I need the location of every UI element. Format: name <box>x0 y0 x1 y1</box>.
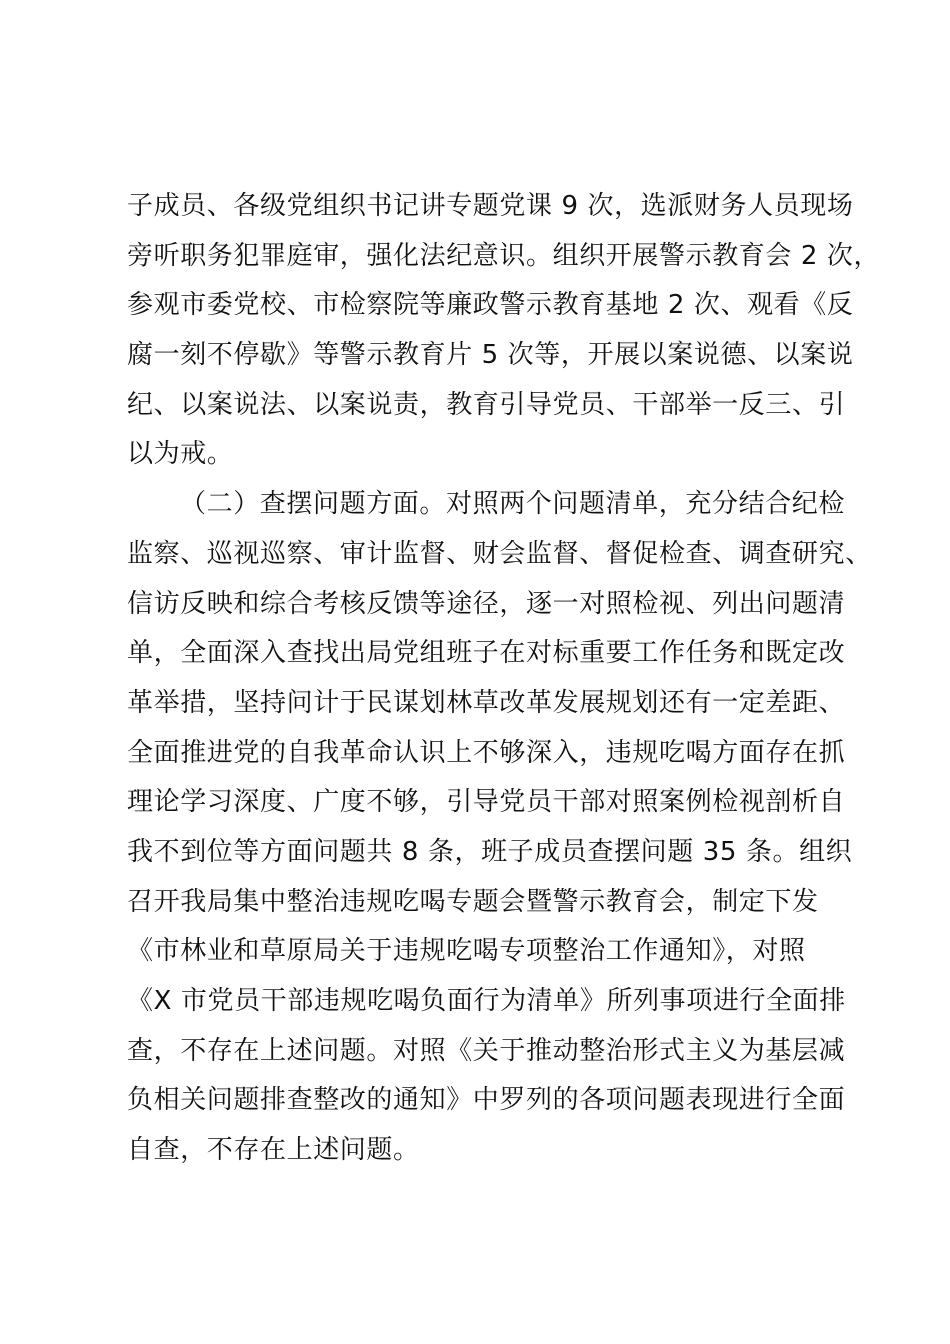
paragraph-line: 负相关问题排查整改的通知》中罗列的各项问题表现进行全面 <box>127 1085 846 1115</box>
paragraph-line: 召开我局集中整治违规吃喝专题会暨警示教育会，制定下发 <box>127 887 819 917</box>
paragraph-line: 参观市委党校、市检察院等廉政警示教育基地 2 次、观看《反 <box>127 290 854 320</box>
paragraph-line: 革举措，坚持问计于民谋划林草改革发展规划还有一定差距、 <box>127 688 846 718</box>
paragraph-line: 旁听职务犯罪庭审，强化法纪意识。组织开展警示教育会 2 次， <box>127 241 881 271</box>
paragraph-line: 理论学习深度、广度不够，引导党员干部对照案例检视剖析自 <box>127 787 846 817</box>
paragraph-line: 子成员、各级党组织书记讲专题党课 9 次，选派财务人员现场 <box>127 191 854 221</box>
paragraph-line: 监察、巡视巡察、审计监督、财会监督、督促检查、调查研究、 <box>127 539 872 569</box>
paragraph-line: 全面推进党的自我革命认识上不够深入，违规吃喝方面存在抓 <box>127 738 846 768</box>
paragraph-line: 单，全面深入查找出局党组班子在对标重要工作任务和既定改 <box>127 638 846 668</box>
paragraph-line: 信访反映和综合考核反馈等途径，逐一对照检视、列出问题清 <box>127 589 846 619</box>
paragraph-line: 腐一刻不停歇》等警示教育片 5 次等，开展以案说德、以案说 <box>127 340 854 370</box>
paragraph-line: 《市林业和草原局关于违规吃喝专项整治工作通知》，对照 <box>127 936 806 966</box>
paragraph-line: 查，不存在上述问题。对照《关于推动整治形式主义为基层减 <box>127 1036 846 1066</box>
paragraph-line: 以为戒。 <box>127 439 234 469</box>
paragraph-line: 自查，不存在上述问题。 <box>127 1135 420 1165</box>
paragraph-line: 《X 市党员干部违规吃喝负面行为清单》所列事项进行全面排 <box>127 986 846 1016</box>
paragraph-line: 我不到位等方面问题共 8 条，班子成员查摆问题 35 条。组织 <box>127 837 853 867</box>
section-heading-line: （二）查摆问题方面。对照两个问题清单，充分结合纪检 <box>180 489 846 519</box>
paragraph-line: 纪、以案说法、以案说责，教育引导党员、干部举一反三、引 <box>127 390 846 420</box>
